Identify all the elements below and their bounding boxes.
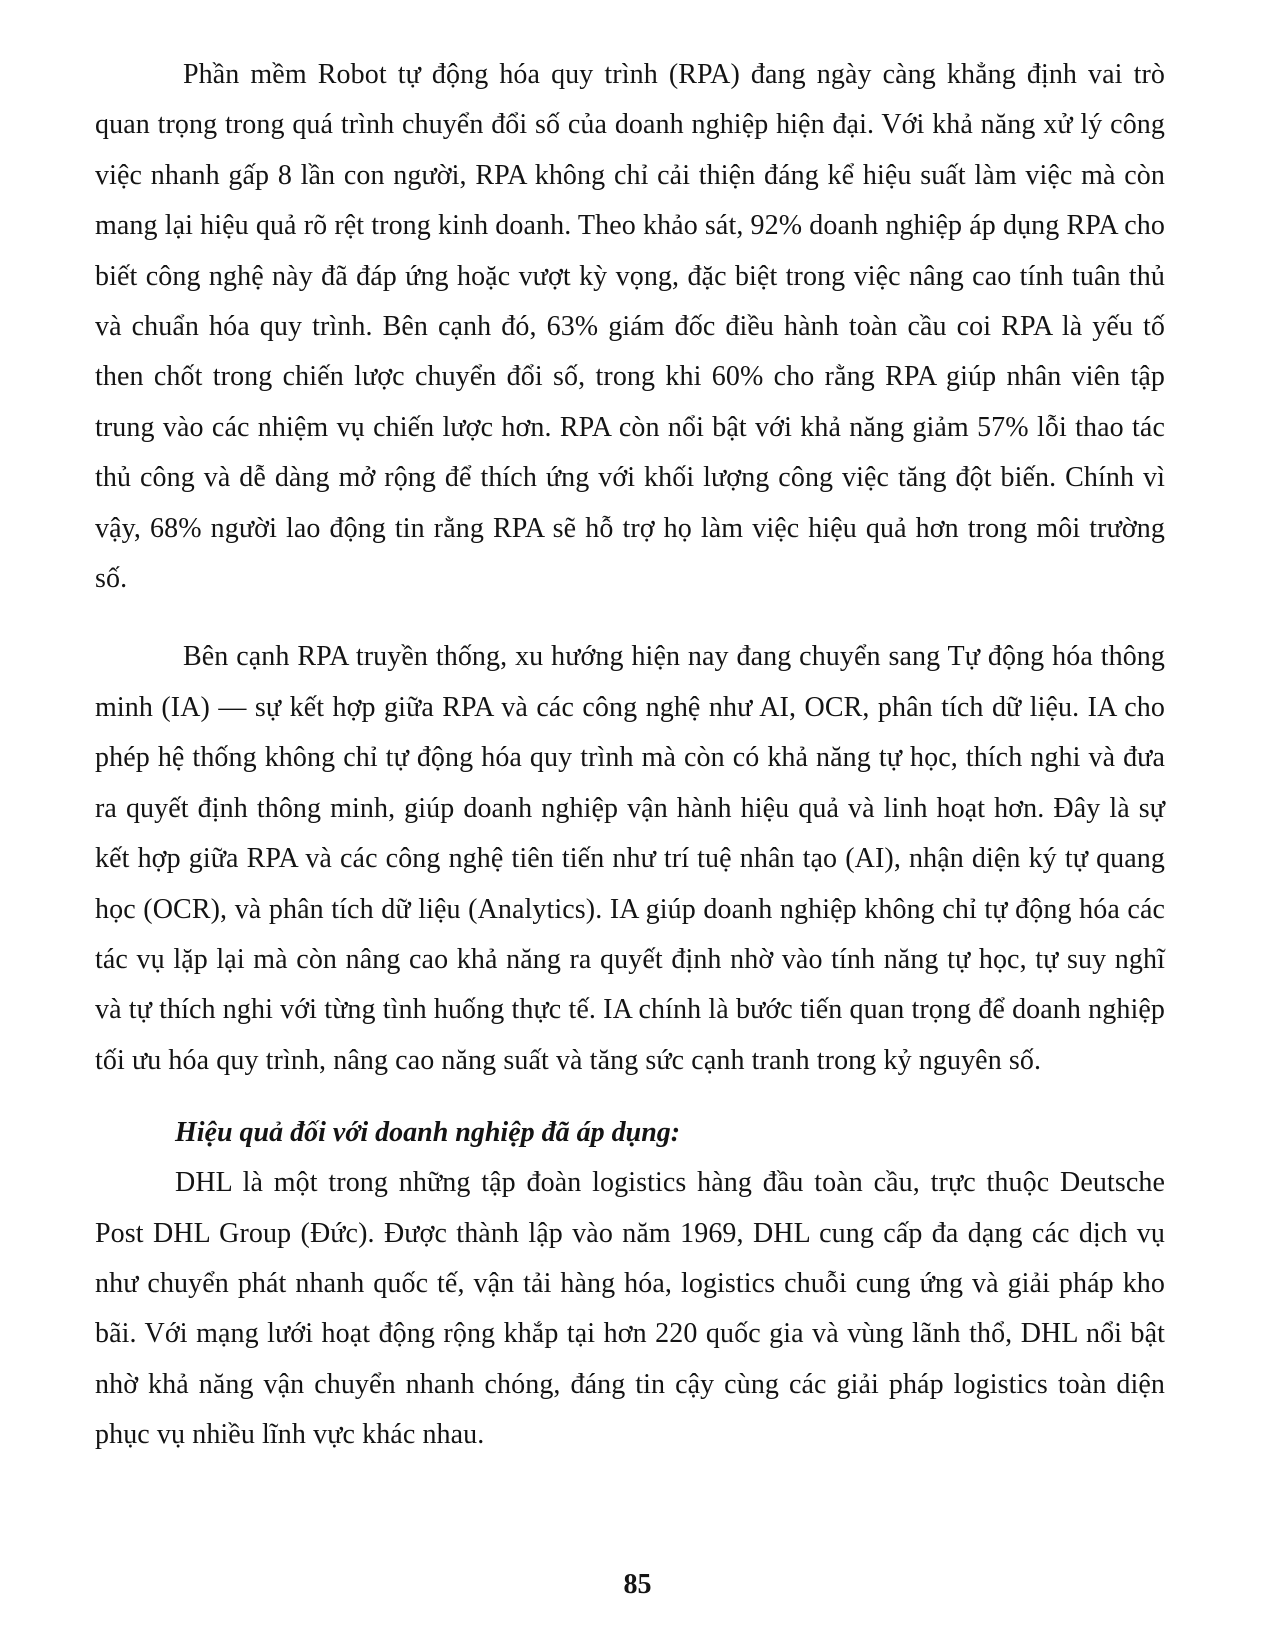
page-number: 85 (623, 1569, 652, 1600)
paragraph-intelligent-automation: Bên cạnh RPA truyền thống, xu hướng hiện nay đang chuyển sang Tự động hóa thông minh (IA) — sự kết hợp giữa RPA và các công nghệ như AI, OCR, phân tích dữ liệu. IA cho phép hệ thống không chỉ tự động hóa quy trình mà còn có khả năng tự học, thích nghi và đưa ra quyết định thông minh, giúp doanh nghiệp vận hành hiệu quả và linh hoạt hơn. Đây là sự kết hợp giữa RPA và các công nghệ tiên tiến như trí tuệ nhân tạo (AI), nhận diện ký tự quang học (OCR), và phân tích dữ liệu (Analytics). IA giúp doanh nghiệp không chỉ tự động hóa các tác vụ lặp lại mà còn nâng cao khả năng ra quyết định nhờ vào tính năng tự học, tự suy nghĩ và tự thích nghi với từng tình huống thực tế. IA chính là bước tiến quan trọng để doanh nghiệp tối ưu hóa quy trình, nâng cao năng suất và tăng sức cạnh tranh trong kỷ nguyên số. (95, 641, 1165, 1076)
paragraph-dhl: DHL là một trong những tập đoàn logistics hàng đầu toàn cầu, trực thuộc Deutsche Post DHL Group (Đức). Được thành lập vào năm 1969, DHL cung cấp đa dạng các dịch vụ như chuyển phát nhanh quốc tế, vận tải hàng hóa, logistics chuỗi cung ứng và giải pháp kho bãi. Với mạng lưới hoạt động rộng khắp tại hơn 220 quốc gia và vùng lãnh thổ, DHL nổi bật nhờ khả năng vận chuyển nhanh chóng, đáng tin cậy cùng các giải pháp logistics toàn diện phục vụ nhiều lĩnh vực khác nhau. (95, 1167, 1165, 1451)
section-heading: Hiệu quả đối với doanh nghiệp đã áp dụng: (175, 1117, 681, 1149)
paragraph-rpa-intro: Phần mềm Robot tự động hóa quy trình (RPA) đang ngày càng khẳng định vai trò quan trọng trong quá trình chuyển đổi số của doanh nghiệp hiện đại. Với khả năng xử lý công việc nhanh gấp 8 lần con người, RPA không chỉ cải thiện đáng kể hiệu suất làm việc mà còn mang lại hiệu quả rõ rệt trong kinh doanh. Theo khảo sát, 92% doanh nghiệp áp dụng RPA cho biết công nghệ này đã đáp ứng hoặc vượt kỳ vọng, đặc biệt trong việc nâng cao tính tuân thủ và chuẩn hóa quy trình. Bên cạnh đó, 63% giám đốc điều hành toàn cầu coi RPA là yếu tố then chốt trong chiến lược chuyển đổi số, trong khi 60% cho rằng RPA giúp nhân viên tập trung vào các nhiệm vụ chiến lược hơn. RPA còn nổi bật với khả năng giảm 57% lỗi thao tác thủ công và dễ dàng mở rộng để thích ứng với khối lượng công việc tăng đột biến. Chính vì vậy, 68% người lao động tin rằng RPA sẽ hỗ trợ họ làm việc hiệu quả hơn trong môi trường số. (95, 59, 1165, 595)
page-content (95, 50, 1165, 1461)
